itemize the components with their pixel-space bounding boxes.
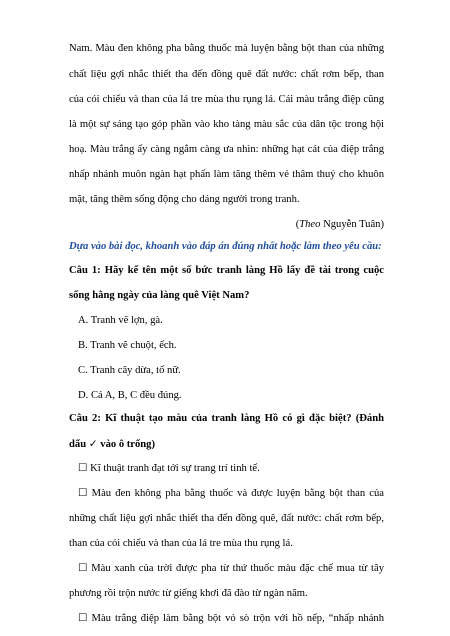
q2-checkbox-option-2[interactable]: ☐ Màu đen không pha bằng thuốc và được luyện bằng bột than của <box>78 488 384 499</box>
passage-line: chất liệu gợi nhắc thiết tha đến đồng quê đất nước: chất rơm bếp, than <box>69 69 384 80</box>
q2-checkbox-option-4[interactable]: ☐ Màu trắng điệp làm bằng bột vỏ sò trộn với hồ nếp, “nhấp nhánh <box>78 613 384 624</box>
checkmark-icon: ✓ <box>88 438 98 450</box>
passage-line: mặt, tăng thêm sống động cho dáng người trong tranh. <box>69 194 300 205</box>
q1-option-b[interactable]: B. Tranh vẽ chuột, ếch. <box>78 340 177 351</box>
passage-line: hoạ. Màu trắng ấy càng ngắm càng ưa nhìn: những hạt cát của điệp trắng <box>69 144 384 155</box>
q2-option-3-cont: phương rồi trộn nước từ giếng khơi đã đào từ ngàn năm. <box>69 588 308 599</box>
passage-line: là một sự sáng tạo góp phần vào kho tàng màu sắc của dân tộc trong hội <box>69 119 384 130</box>
question-1-heading: Câu 1: Hãy kể tên một số bức tranh làng Hồ lấy đề tài trong cuộc <box>69 265 384 276</box>
q1-option-c[interactable]: C. Tranh cây dừa, tố nữ. <box>78 365 181 376</box>
q2-checkbox-option-3[interactable]: ☐ Màu xanh của trời được pha từ thứ thuốc màu đặc chế mua từ tây <box>78 563 384 574</box>
question-2-instruction: dấu ✓ vào ô trống) <box>69 438 156 450</box>
passage-line: của cói chiếu và than của lá tre mùa thu rụng lá. Cái màu trắng điệp cũng <box>69 94 384 105</box>
passage-source: (Theo Nguyễn Tuân) <box>295 219 384 230</box>
q1-option-a[interactable]: A. Tranh vẽ lợn, gà. <box>78 315 163 326</box>
q2-option-2-cont: than của cói chiếu và than của lá tre mùa thu rụng lá. <box>69 538 293 549</box>
question-1-text: sống hằng ngày của làng quê Việt Nam? <box>69 290 250 301</box>
passage-line: Nam. Màu đen không pha bằng thuốc mà luyện bằng bột than của những <box>69 43 384 54</box>
passage-line: nhấp nhánh muôn ngàn hạt phấn làm tăng thêm vẻ thâm thuý cho khuôn <box>69 169 384 180</box>
instruction-text: Dựa vào bài đọc, khoanh vào đáp án đúng nhất hoặc làm theo yêu cầu: <box>69 241 382 252</box>
q1-option-d[interactable]: D. Cả A, B, C đều đúng. <box>78 390 182 401</box>
q2-option-2-cont: những chất liệu gợi nhắc thiết tha đến đồng quê, đất nước: chất rơm bếp, <box>69 513 384 524</box>
question-2-heading: Câu 2: Kĩ thuật tạo màu của tranh làng Hồ có gì đặc biệt? (Đánh <box>69 413 384 424</box>
q2-checkbox-option-1[interactable]: ☐ Kĩ thuật tranh đạt tới sự trang trí tinh tế. <box>78 463 260 474</box>
